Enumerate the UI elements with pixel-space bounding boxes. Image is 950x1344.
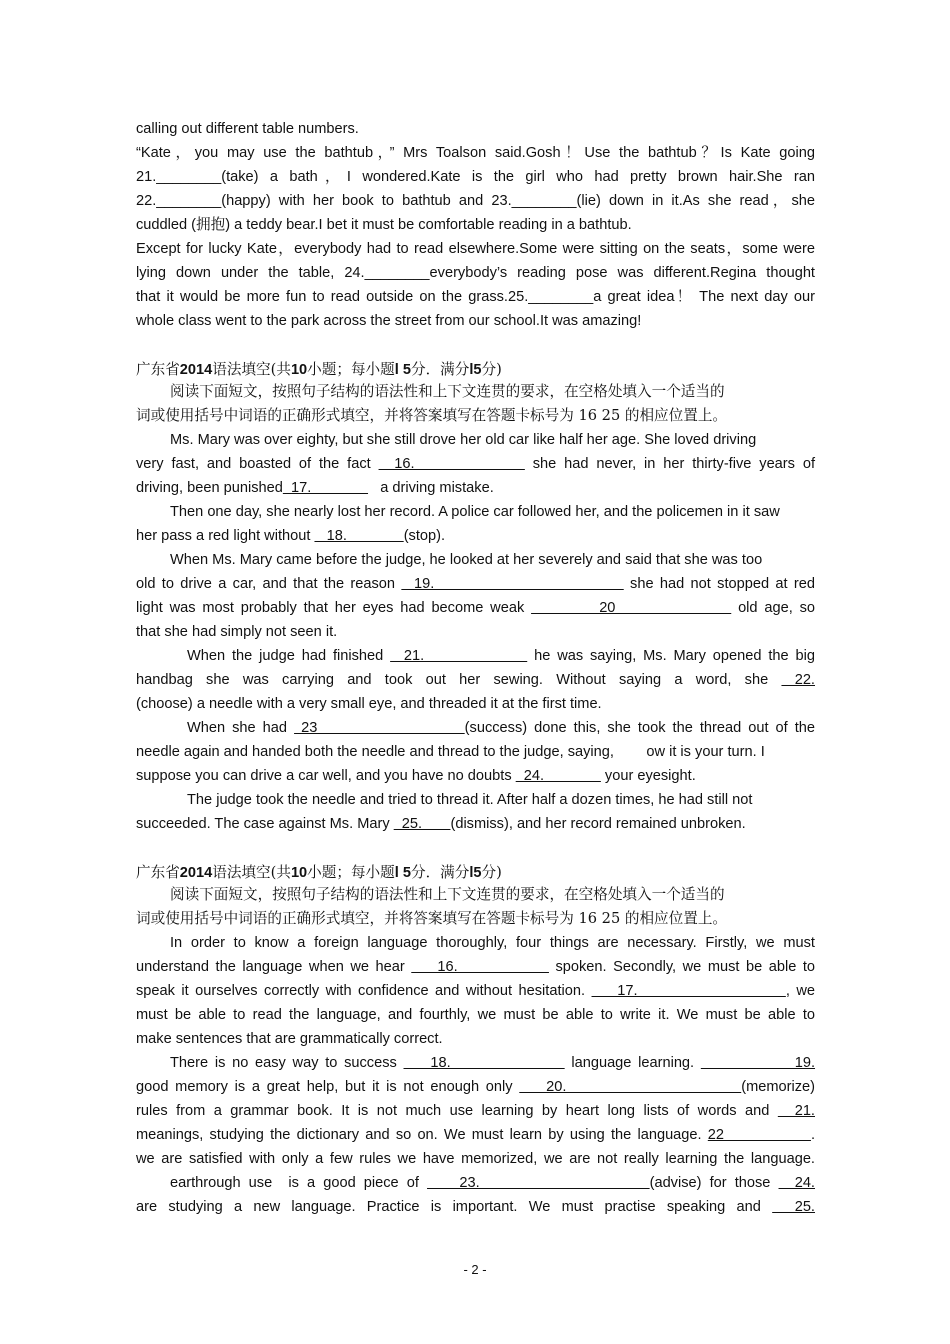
passage-line: When Ms. Mary came before the judge, he looked at her severely and said that she was too	[170, 552, 763, 568]
passage-line: suppose you can drive a car well, and you have no doubts 24. your eyesight.	[136, 768, 696, 784]
blank-18[interactable]: 18.	[314, 528, 404, 544]
intro-line: whole class went to the park across the street from our school.It was amazing!	[136, 313, 642, 329]
passage-line: The judge took the needle and tried to thread it. After half a dozen times, he had still not	[187, 792, 753, 808]
passage-line: make sentences that are grammatically correct.	[136, 1031, 443, 1047]
points-total: l5	[469, 362, 482, 378]
passage-line: must be able to read the language, and fourthly, we must be able to write it. We must be able to	[136, 1007, 815, 1023]
intro-line: 21.________(take) a bath，I wondered.Kate is the girl who had pretty brown hair.She ran	[136, 169, 815, 185]
intro-line: that it would be more fun to read outside on the grass.25.________a great idea！ The next day our	[136, 289, 815, 305]
passage-line: driving, been punished 17. a driving mistake.	[136, 480, 494, 496]
blank-16[interactable]: 16.	[378, 456, 525, 472]
intro-line: cuddled (拥抱) a teddy bear.I bet it must be comfortable reading in a bathtub.	[136, 217, 632, 233]
blank-24[interactable]: 24.	[515, 768, 601, 784]
instruction-line: 词或使用括号中词语的正确形式填空，并将答案填写在答题卡标号为 16 25 的相应位置上。	[136, 910, 728, 927]
passage-line: Then one day, she nearly lost her record. A police car followed her, and the policemen in it saw	[170, 504, 780, 520]
passage-line: old to drive a car, and that the reason 19. she had not stopped at red	[136, 576, 815, 592]
passage-line: understand the language when we hear 16. spoken. Secondly, we must be able to	[136, 959, 816, 975]
question-count: 10	[290, 865, 308, 881]
header-text: 分．满分	[410, 864, 470, 881]
header-text: 分)	[481, 361, 502, 378]
section-header	[136, 861, 502, 882]
passage-line: earthrough use is a good piece of 23. (advise) for those 24.	[170, 1175, 815, 1191]
blank-17[interactable]: 17.	[282, 480, 369, 496]
passage-line: When she had 23 (success) done this, she took the thread out of the	[187, 720, 816, 736]
points-each: l 5	[394, 362, 411, 378]
blank-23[interactable]: 23	[294, 720, 465, 736]
section-header	[136, 358, 502, 379]
header-text: 小题；每小题	[307, 361, 395, 378]
passage-line: handbag she was carrying and took out her sewing. Without saying a word, she 22.	[136, 672, 815, 688]
year-label: 2014	[179, 362, 213, 378]
intro-line: Except for lucky Kate，everybody had to read elsewhere.Some were sitting on the seats，some were	[136, 241, 815, 257]
blank-25[interactable]: 25.	[772, 1199, 815, 1215]
passage-line: that she had simply not seen it.	[136, 624, 338, 640]
year-label: 2014	[179, 865, 213, 881]
header-text: 分．满分	[410, 361, 470, 378]
header-text: 分)	[481, 864, 502, 881]
header-title: 语法填空(共	[212, 361, 291, 378]
intro-line: 22.________(happy) with her book to bathtub and 23.________(lie) down in it.As she read，she	[136, 193, 815, 209]
passage-line: Ms. Mary was over eighty, but she still drove her old car like half her age. She loved driving	[170, 432, 757, 448]
passage-line: There is no easy way to success 18. language learning. 19.	[170, 1055, 816, 1071]
question-count: 10	[290, 362, 308, 378]
header-text: 小题；每小题	[307, 864, 395, 881]
instruction-line: 词或使用括号中词语的正确形式填空，并将答案填写在答题卡标号为 16 25 的相应位置上。	[136, 407, 728, 424]
passage-line: succeeded. The case against Ms. Mary 25. (dismiss), and her record remained unbroken.	[136, 816, 746, 832]
intro-line: “Kate，you may use the bathtub，” Mrs Toalson said.Gosh！Use the bathtub？Is Kate going	[136, 145, 815, 161]
blank-21[interactable]: 21.	[777, 1103, 815, 1119]
passage-line: When the judge had finished 21. he was saying, Ms. Mary opened the big	[187, 648, 816, 664]
header-title: 语法填空(共	[212, 864, 291, 881]
points-each: l 5	[394, 865, 411, 881]
instruction-line: 阅读下面短文，按照句子结构的语法性和上下文连贯的要求，在空格处填入一个适当的	[170, 886, 725, 903]
blank-18[interactable]: 18.	[403, 1055, 565, 1071]
passage-line: rules from a grammar book. It is not much use learning by heart long lists of words and 21.	[136, 1103, 815, 1119]
passage-line: we are satisfied with only a few rules we have memorized, we are not really learning the language.	[136, 1151, 815, 1167]
intro-line: calling out different table numbers.	[136, 121, 359, 137]
blank-17[interactable]: 17.	[591, 983, 786, 999]
points-total: l5	[469, 865, 482, 881]
passage-line: her pass a red light without 18. (stop).	[136, 528, 446, 544]
passage-line: (choose) a needle with a very small eye, and threaded it at the first time.	[136, 696, 602, 712]
passage-line: good memory is a great help, but it is not enough only 20. (memorize)	[136, 1079, 815, 1095]
passage-line: needle again and handed both the needle and thread to the judge, saying, ow it is your turn. I	[136, 744, 765, 760]
blank-19[interactable]: 19.	[700, 1055, 816, 1071]
blank-20[interactable]: 20	[531, 600, 732, 616]
instruction-line: 阅读下面短文，按照句子结构的语法性和上下文连贯的要求，在空格处填入一个适当的	[170, 383, 725, 400]
passage-line: In order to know a foreign language thoroughly, four things are necessary. Firstly, we must	[170, 935, 815, 951]
page-number: - 2 -	[463, 1262, 487, 1277]
province-label: 广东省	[136, 361, 180, 378]
blank-19[interactable]: 19.	[401, 576, 624, 592]
blank-23[interactable]: 23.	[427, 1175, 650, 1191]
blank-20[interactable]: 20.	[519, 1079, 742, 1095]
passage-line: meanings, studying the dictionary and so on. We must learn by using the language. 22 .	[136, 1127, 815, 1143]
province-label: 广东省	[136, 864, 180, 881]
blank-22[interactable]: 22.	[781, 672, 815, 688]
blank-24[interactable]: 24.	[778, 1175, 815, 1191]
blank-16[interactable]: 16.	[411, 959, 549, 975]
intro-line: lying down under the table, 24.________everybody’s reading pose was different.Regina thought	[136, 265, 815, 281]
passage-line: speak it ourselves correctly with confidence and without hesitation. 17. , we	[136, 983, 815, 999]
blank-22[interactable]: 22	[707, 1127, 811, 1143]
passage-line: light was most probably that her eyes had become weak 20 old age, so	[136, 600, 815, 616]
blank-21[interactable]: 21.	[390, 648, 528, 664]
passage-line: are studying a new language. Practice is important. We must practise speaking and 25.	[136, 1199, 815, 1215]
blank-25[interactable]: 25.	[393, 816, 451, 832]
passage-line: very fast, and boasted of the fact 16. she had never, in her thirty-five years of	[136, 456, 816, 472]
